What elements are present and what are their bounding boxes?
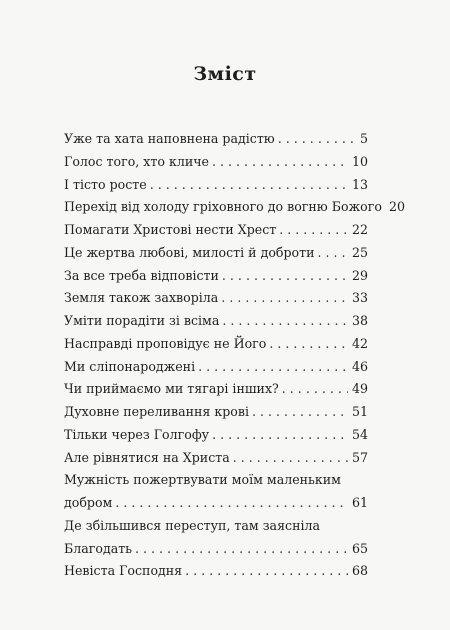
toc-leader-dots	[150, 174, 348, 197]
toc-page-number: 22	[351, 222, 368, 237]
toc-entry-title: Благодать	[64, 540, 133, 556]
toc-leader-dots	[221, 287, 348, 310]
toc-leader-dots	[222, 310, 348, 333]
toc-entry-title: Невіста Господня	[64, 563, 183, 579]
toc-entry	[64, 515, 368, 561]
toc-entry-title: добром	[64, 495, 113, 510]
toc-entry-title: Насправді проповідує не Його	[64, 335, 267, 351]
toc-entry	[64, 219, 368, 242]
toc-leader-dots	[279, 219, 348, 242]
toc-entry-title: Чи приймаємо ми тягарі інших?	[64, 381, 279, 397]
page-title: Зміст	[193, 63, 257, 85]
toc-page-number: 65	[351, 540, 368, 556]
toc-entry-title: Помагати Христові нести Хрест	[64, 222, 277, 237]
toc-leader-dots	[269, 333, 348, 356]
toc-entry-title-line1: Мужність пожертвувати моїм маленьким	[64, 472, 341, 488]
toc-entry	[64, 356, 368, 379]
toc-entry-title: Але рівнятися на Христа	[64, 449, 230, 465]
toc-entry-title: Голос того, хто кличе	[64, 153, 209, 169]
toc-leader-dots	[135, 538, 348, 561]
toc-entry-title-line1: Де збільшився переступ, там заясніла	[64, 517, 320, 533]
toc-entry-title: Земля також захворіла	[64, 290, 219, 306]
toc-entry	[64, 424, 368, 447]
toc-entry	[64, 128, 368, 151]
toc-entry-title: Уміти порадіти зі всіма	[64, 313, 220, 328]
toc-leader-dots	[252, 401, 348, 424]
toc-page-number: 5	[359, 131, 368, 146]
toc-page-number: 42	[351, 335, 368, 351]
toc-entry-title: Уже та хата наповнена радістю	[64, 131, 275, 146]
table-of-contents	[64, 128, 405, 583]
toc-entry	[64, 560, 368, 583]
toc-page-number: 10	[351, 153, 368, 169]
toc-leader-dots	[318, 242, 348, 265]
toc-page-number: 57	[351, 449, 368, 465]
toc-page-number: 20	[388, 199, 405, 215]
toc-page-number: 46	[351, 358, 368, 374]
toc-entry	[64, 174, 368, 197]
toc-entry	[64, 333, 368, 356]
toc-leader-dots	[282, 378, 348, 401]
toc-entry	[64, 196, 405, 219]
toc-leader-dots	[233, 447, 348, 470]
toc-entry-title: За все треба відповісти	[64, 267, 219, 283]
toc-entry	[64, 310, 368, 333]
toc-leader-dots	[115, 492, 348, 515]
toc-leader-dots	[212, 424, 348, 447]
toc-leader-dots	[185, 560, 348, 583]
toc-entry-title: Перехід від холоду гріховного до вогню Божого	[64, 199, 382, 215]
toc-entry-title: Це жертва любові, милості й доброти	[64, 244, 315, 260]
toc-entry	[64, 287, 368, 310]
toc-page-number: 51	[351, 404, 368, 419]
toc-page-number: 33	[351, 290, 368, 306]
toc-leader-dots	[278, 128, 356, 151]
toc-entry	[64, 469, 368, 515]
toc-entry-title: Духовне переливання крові	[64, 404, 249, 419]
toc-entry-title: Ми сліпонароджені	[64, 358, 196, 374]
toc-entry	[64, 265, 368, 288]
toc-page-number: 49	[351, 381, 368, 397]
toc-page-number: 68	[351, 563, 368, 579]
toc-entry-title: Тільки через Голгофу	[64, 426, 210, 442]
toc-leader-dots	[198, 356, 348, 379]
toc-page-number: 61	[351, 495, 368, 510]
toc-entry	[64, 242, 368, 265]
toc-entry	[64, 378, 368, 401]
toc-entry	[64, 447, 368, 470]
toc-page-number: 29	[351, 267, 368, 283]
toc-leader-dots	[212, 151, 348, 174]
toc-entry-title: І тісто росте	[64, 176, 147, 192]
toc-page-number: 54	[351, 426, 368, 442]
toc-entry	[64, 401, 368, 424]
toc-page-number: 25	[351, 244, 368, 260]
toc-leader-dots	[222, 265, 348, 288]
toc-page-number: 38	[351, 313, 368, 328]
toc-page-number: 13	[351, 176, 368, 192]
toc-entry	[64, 151, 368, 174]
